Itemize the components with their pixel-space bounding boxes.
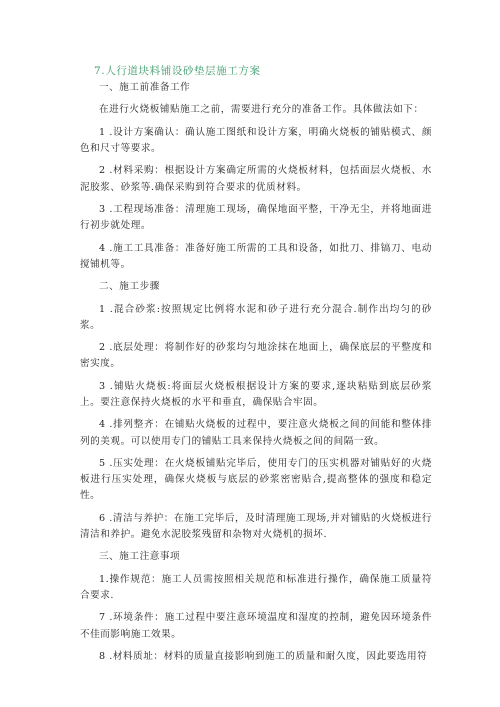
paragraph: 在进行火烧板铺贴施工之前，需要进行充分的准备工作。具体做法如下： — [99, 104, 424, 116]
paragraph: 1 .混合砂浆:按照规定比例将水泥和砂子进行充分混合.制作出均匀的砂浆。 — [80, 303, 432, 331]
paragraph: 3 .工程现场准备：清理施工现场，确保地面平整，干净无尘，并将地面进行初步就处理。 — [80, 203, 432, 232]
paragraph: 3 .铺贴火烧板:将面层火烧板根据设计方案的要求,逐块粘贴到底层砂浆上。要注意保持火烧板的水平和垂直，确保贴合牢固。 — [80, 380, 432, 408]
section-heading-notes: 三、施工注意事项 — [99, 551, 181, 563]
paragraph: 2 .材料采购：根据设计方案确定所需的火烧板材料，包括面层火烧板、水泥胶浆、砂浆等.确保采购到符合要求的优质材料。 — [80, 165, 432, 193]
paragraph: 4 .施工工具准备：准备好施工所需的工具和设备，如批刀、排镐刀、电动搅铺机等。 — [80, 242, 432, 270]
paragraph: 1 .设计方案确认：确认施工图纸和设计方案，明确火烧板的铺贴模式、颜色和尺寸等要求。 — [80, 126, 432, 154]
paragraph: 2 .底层处理：将制作好的砂浆均匀地涂抹在地面上，确保底层的平整度和密实度。 — [80, 342, 432, 370]
document-body — [80, 80, 432, 671]
paragraph: 7 .环境条件：施工过程中要注意环境温度和湿度的控制，避免因环境条件不佳而影响施工效果。 — [80, 612, 432, 640]
paragraph: 5 .压实处理：在火烧板铺贴完毕后，使用专门的压实机器对铺贴好的火烧板进行压实处理，确保火烧板与底层的砂浆密密贴合,提高整体的强度和稳定性。 — [80, 457, 432, 502]
paragraph: 1.操作规范：施工人员需按照相关规范和标准进行操作，确保施工质量符合要求. — [80, 573, 432, 601]
paragraph: 6 .清洁与养护：在施工完毕后，及时清理施工现场,并对铺贴的火烧板进行清洁和养护。避免水泥胶浆残留和杂物对火烧机的损坏. — [80, 512, 432, 540]
section-heading-preparation: 一、施工前准备工作 — [99, 82, 191, 93]
section-heading-steps: 二、施工步骤 — [99, 281, 160, 293]
paragraph: 8 .材料质址：材料的质量直接影响到施工的质量和耐久度，因此要选用符 — [99, 650, 428, 662]
document-title: 7.人行道块料铺设砂垫层施工方案 — [94, 65, 261, 77]
paragraph: 4 .排列整齐：在铺贴火烧板的过程中，要注意火烧板之间的间能和整体排列的美观。可以使用专门的铺贴工具来保持火烧板之间的间隔一致。 — [80, 419, 432, 447]
